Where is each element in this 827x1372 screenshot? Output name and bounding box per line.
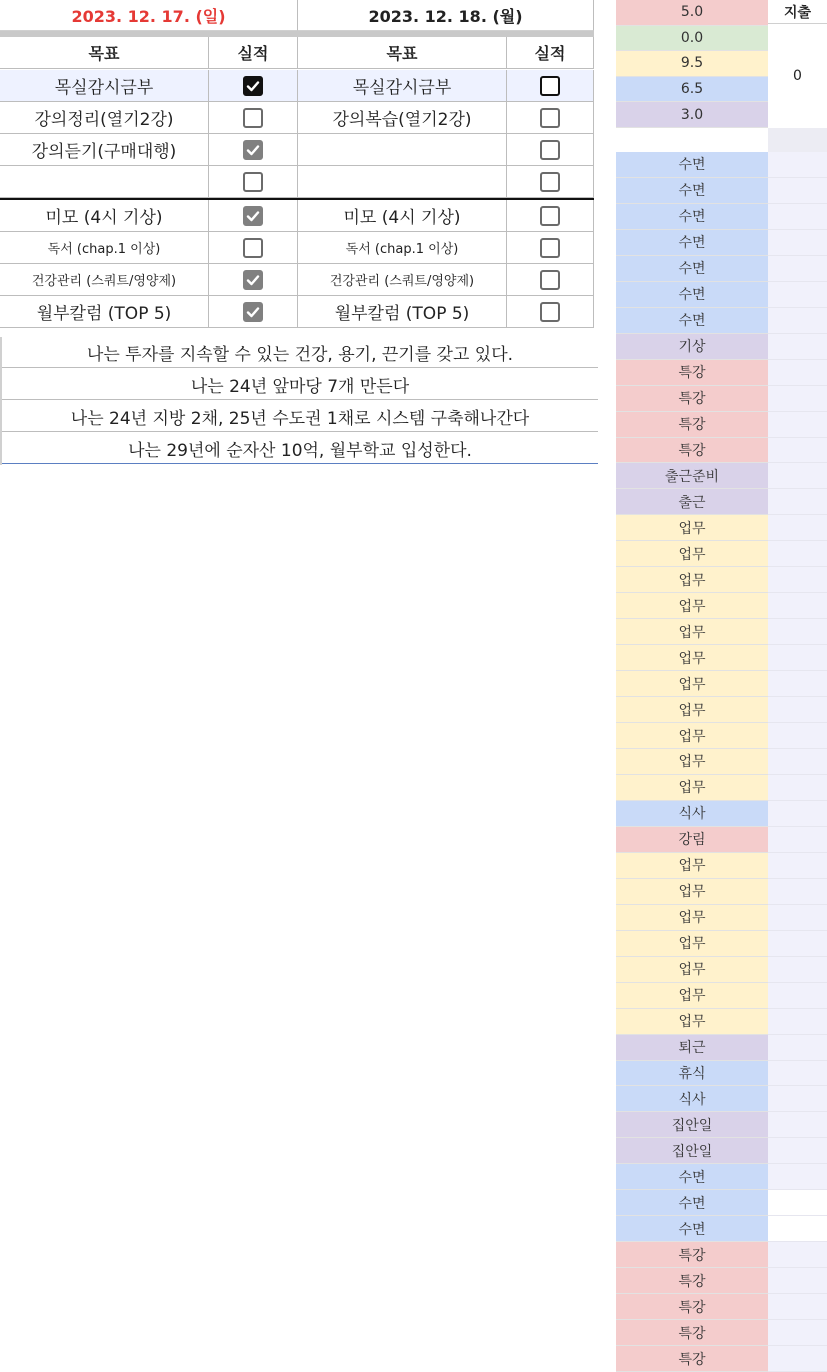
- schedule-slot[interactable]: 강림: [616, 827, 768, 853]
- checkbox-checked[interactable]: [243, 140, 263, 160]
- schedule-slot[interactable]: 업무: [616, 853, 768, 879]
- schedule-slot[interactable]: 휴식: [616, 1061, 768, 1087]
- schedule-note-cell[interactable]: [768, 853, 827, 879]
- done-cell: [209, 166, 298, 198]
- checkbox-unchecked[interactable]: [540, 302, 560, 322]
- schedule-slot[interactable]: 업무: [616, 697, 768, 723]
- schedule-slot[interactable]: 특강: [616, 1294, 768, 1320]
- schedule-slot[interactable]: 업무: [616, 645, 768, 671]
- done-cell: [507, 134, 594, 166]
- schedule-note-cell[interactable]: [768, 1216, 827, 1242]
- checkbox-unchecked[interactable]: [540, 172, 560, 192]
- schedule-slot[interactable]: 업무: [616, 957, 768, 983]
- schedule-note-cell[interactable]: [768, 801, 827, 827]
- schedule-slot[interactable]: 퇴근: [616, 1035, 768, 1061]
- checkbox-checked[interactable]: [243, 206, 263, 226]
- schedule-slot[interactable]: 수면: [616, 204, 768, 230]
- goal-cell[interactable]: 목실감시금부: [0, 70, 209, 102]
- done-cell: [507, 200, 594, 232]
- schedule-note-cell[interactable]: [768, 1164, 827, 1190]
- schedule-note-cell[interactable]: [768, 1190, 827, 1216]
- expense-header: 지출: [768, 0, 827, 24]
- goal-cell[interactable]: 미모 (4시 기상): [0, 200, 209, 232]
- schedule-note-cell[interactable]: [768, 412, 827, 438]
- schedule-note-cell[interactable]: [768, 1242, 827, 1268]
- goal-cell[interactable]: 월부칼럼 (TOP 5): [298, 296, 507, 328]
- goal-cell[interactable]: 독서 (chap.1 이상): [298, 232, 507, 264]
- schedule-note-cell[interactable]: [768, 775, 827, 801]
- schedule-slot[interactable]: 특강: [616, 1346, 768, 1372]
- done-cell: [209, 264, 298, 296]
- schedule-slot[interactable]: 업무: [616, 515, 768, 541]
- goal-cell[interactable]: 월부칼럼 (TOP 5): [0, 296, 209, 328]
- schedule-slot[interactable]: 업무: [616, 619, 768, 645]
- schedule-slot[interactable]: 업무: [616, 541, 768, 567]
- summary-cell-red[interactable]: 5.0: [616, 0, 768, 26]
- schedule-note-cell[interactable]: [768, 905, 827, 931]
- schedule-slot[interactable]: 식사: [616, 801, 768, 827]
- schedule-note-cell[interactable]: [768, 463, 827, 489]
- affirmation-list: [0, 337, 598, 465]
- schedule-note-cell[interactable]: [768, 152, 827, 178]
- schedule-note-cell[interactable]: [768, 645, 827, 671]
- schedule-slot[interactable]: 집안일: [616, 1112, 768, 1138]
- col-done-2: 실적: [507, 37, 594, 69]
- schedule-slot[interactable]: 업무: [616, 775, 768, 801]
- date-header-1[interactable]: 2023. 12. 17. (일): [0, 0, 298, 31]
- schedule-slot[interactable]: 특강: [616, 386, 768, 412]
- goal-table: [0, 0, 594, 332]
- checkbox-unchecked[interactable]: [540, 206, 560, 226]
- schedule-note-cell[interactable]: [768, 1138, 827, 1164]
- schedule-slot[interactable]: 업무: [616, 567, 768, 593]
- checkbox-unchecked[interactable]: [540, 270, 560, 290]
- done-cell: [209, 134, 298, 166]
- col-goal-2: 목표: [298, 37, 507, 69]
- schedule-slot[interactable]: 수면: [616, 1164, 768, 1190]
- goal-cell[interactable]: [298, 166, 507, 198]
- schedule-slot[interactable]: 수면: [616, 256, 768, 282]
- checkbox-unchecked[interactable]: [243, 238, 263, 258]
- schedule-slot[interactable]: 업무: [616, 879, 768, 905]
- affirmation-2[interactable]: 나는 24년 앞마당 7개 만든다: [2, 369, 598, 400]
- goal-cell[interactable]: [0, 166, 209, 198]
- schedule-slot[interactable]: 수면: [616, 1216, 768, 1242]
- schedule-slot[interactable]: 수면: [616, 1190, 768, 1216]
- schedule-note-cell[interactable]: [768, 386, 827, 412]
- schedule-slot[interactable]: 업무: [616, 671, 768, 697]
- done-cell: [209, 232, 298, 264]
- schedule-slot[interactable]: 수면: [616, 230, 768, 256]
- summary-gap: [768, 128, 827, 152]
- done-cell: [209, 200, 298, 232]
- schedule-slot[interactable]: 출근: [616, 489, 768, 515]
- col-done-1: 실적: [209, 37, 298, 69]
- checkbox-unchecked[interactable]: [243, 108, 263, 128]
- schedule-slot[interactable]: 출근준비: [616, 463, 768, 489]
- schedule-slot[interactable]: 업무: [616, 593, 768, 619]
- schedule-slot[interactable]: 식사: [616, 1086, 768, 1112]
- schedule-slot[interactable]: 특강: [616, 438, 768, 464]
- schedule-note-cell[interactable]: [768, 931, 827, 957]
- schedule-note-cell[interactable]: [768, 1061, 827, 1087]
- schedule-note-cell[interactable]: [768, 723, 827, 749]
- checkbox-checked[interactable]: [243, 302, 263, 322]
- schedule-note-cell[interactable]: [768, 438, 827, 464]
- schedule-note-cell[interactable]: [768, 1035, 827, 1061]
- schedule-note-cell[interactable]: [768, 567, 827, 593]
- schedule-note-cell[interactable]: [768, 1086, 827, 1112]
- schedule-note-cell[interactable]: [768, 1346, 827, 1372]
- schedule-note-cell[interactable]: [768, 256, 827, 282]
- goal-cell[interactable]: 건강관리 (스쿼트/영양제): [298, 264, 507, 296]
- done-cell: [507, 102, 594, 134]
- checkbox-unchecked[interactable]: [540, 108, 560, 128]
- schedule-note-cell[interactable]: [768, 360, 827, 386]
- schedule-slot[interactable]: 업무: [616, 723, 768, 749]
- goal-cell[interactable]: 미모 (4시 기상): [298, 200, 507, 232]
- schedule-note-cell[interactable]: [768, 178, 827, 204]
- schedule-note-cell[interactable]: [768, 308, 827, 334]
- schedule-note-cell[interactable]: [768, 957, 827, 983]
- schedule-note-cell[interactable]: [768, 671, 827, 697]
- col-goal-1: 목표: [0, 37, 209, 69]
- schedule-note-cell[interactable]: [768, 489, 827, 515]
- schedule-slot[interactable]: 특강: [616, 1268, 768, 1294]
- schedule-note-cell[interactable]: [768, 541, 827, 567]
- schedule-note-cell[interactable]: [768, 619, 827, 645]
- schedule-slot[interactable]: 기상: [616, 334, 768, 360]
- schedule-note-cell[interactable]: [768, 697, 827, 723]
- checkbox-unchecked[interactable]: [540, 140, 560, 160]
- schedule-slot[interactable]: 특강: [616, 360, 768, 386]
- checkbox-unchecked[interactable]: [540, 76, 560, 96]
- schedule-note-cell[interactable]: [768, 334, 827, 360]
- schedule-note-cell[interactable]: [768, 1320, 827, 1346]
- schedule-slot[interactable]: 업무: [616, 983, 768, 1009]
- goal-cell[interactable]: 강의듣기(구매대행): [0, 134, 209, 166]
- checkbox-checked[interactable]: [243, 76, 263, 96]
- summary-cell-yellow[interactable]: 9.5: [616, 51, 768, 77]
- schedule-slot[interactable]: 특강: [616, 1242, 768, 1268]
- schedule-slot[interactable]: 업무: [616, 1009, 768, 1035]
- schedule-slot[interactable]: 수면: [616, 282, 768, 308]
- schedule-note-cell[interactable]: [768, 749, 827, 775]
- done-cell: [507, 70, 594, 102]
- schedule-note-cell[interactable]: [768, 879, 827, 905]
- schedule-note-cell[interactable]: [768, 515, 827, 541]
- schedule-column: [616, 152, 827, 1372]
- schedule-note-cell[interactable]: [768, 1294, 827, 1320]
- checkbox-checked[interactable]: [243, 270, 263, 290]
- affirmation-4[interactable]: 나는 29년에 순자산 10억, 월부학교 입성한다.: [2, 433, 598, 464]
- schedule-note-cell[interactable]: [768, 827, 827, 853]
- schedule-note-cell[interactable]: [768, 1009, 827, 1035]
- schedule-slot[interactable]: 업무: [616, 905, 768, 931]
- affirmation-1[interactable]: 나는 투자를 지속할 수 있는 건강, 용기, 끈기를 갖고 있다.: [2, 337, 598, 368]
- goal-cell[interactable]: 독서 (chap.1 이상): [0, 232, 209, 264]
- goal-cell[interactable]: 목실감시금부: [298, 70, 507, 102]
- date-header-2[interactable]: 2023. 12. 18. (월): [298, 0, 594, 31]
- time-summary: [616, 0, 827, 128]
- done-cell: [209, 296, 298, 328]
- summary-cell-green[interactable]: 0.0: [616, 26, 768, 52]
- done-cell: [507, 296, 594, 328]
- summary-cell-purple[interactable]: 3.0: [616, 102, 768, 128]
- schedule-slot[interactable]: 수면: [616, 152, 768, 178]
- done-cell: [209, 102, 298, 134]
- done-cell: [507, 232, 594, 264]
- schedule-slot[interactable]: 업무: [616, 749, 768, 775]
- schedule-note-cell[interactable]: [768, 593, 827, 619]
- schedule-note-cell[interactable]: [768, 282, 827, 308]
- goal-cell[interactable]: 건강관리 (스쿼트/영양제): [0, 264, 209, 296]
- expense-value[interactable]: 0: [793, 68, 802, 84]
- summary-cell-blue[interactable]: 6.5: [616, 77, 768, 103]
- goal-cell[interactable]: [298, 134, 507, 166]
- schedule-note-cell[interactable]: [768, 204, 827, 230]
- checkbox-unchecked[interactable]: [243, 172, 263, 192]
- schedule-slot[interactable]: 수면: [616, 308, 768, 334]
- schedule-note-cell[interactable]: [768, 983, 827, 1009]
- schedule-slot[interactable]: 특강: [616, 1320, 768, 1346]
- goal-cell[interactable]: 강의정리(열기2강): [0, 102, 209, 134]
- affirmation-3[interactable]: 나는 24년 지방 2채, 25년 수도권 1채로 시스템 구축해나간다: [2, 401, 598, 432]
- done-cell: [209, 70, 298, 102]
- section-divider: [0, 198, 594, 200]
- goal-cell[interactable]: 강의복습(열기2강): [298, 102, 507, 134]
- schedule-slot[interactable]: 업무: [616, 931, 768, 957]
- done-cell: [507, 166, 594, 198]
- checkbox-unchecked[interactable]: [540, 238, 560, 258]
- schedule-slot[interactable]: 특강: [616, 412, 768, 438]
- schedule-slot[interactable]: 집안일: [616, 1138, 768, 1164]
- schedule-note-cell[interactable]: [768, 230, 827, 256]
- schedule-note-cell[interactable]: [768, 1268, 827, 1294]
- done-cell: [507, 264, 594, 296]
- schedule-slot[interactable]: 수면: [616, 178, 768, 204]
- schedule-note-cell[interactable]: [768, 1112, 827, 1138]
